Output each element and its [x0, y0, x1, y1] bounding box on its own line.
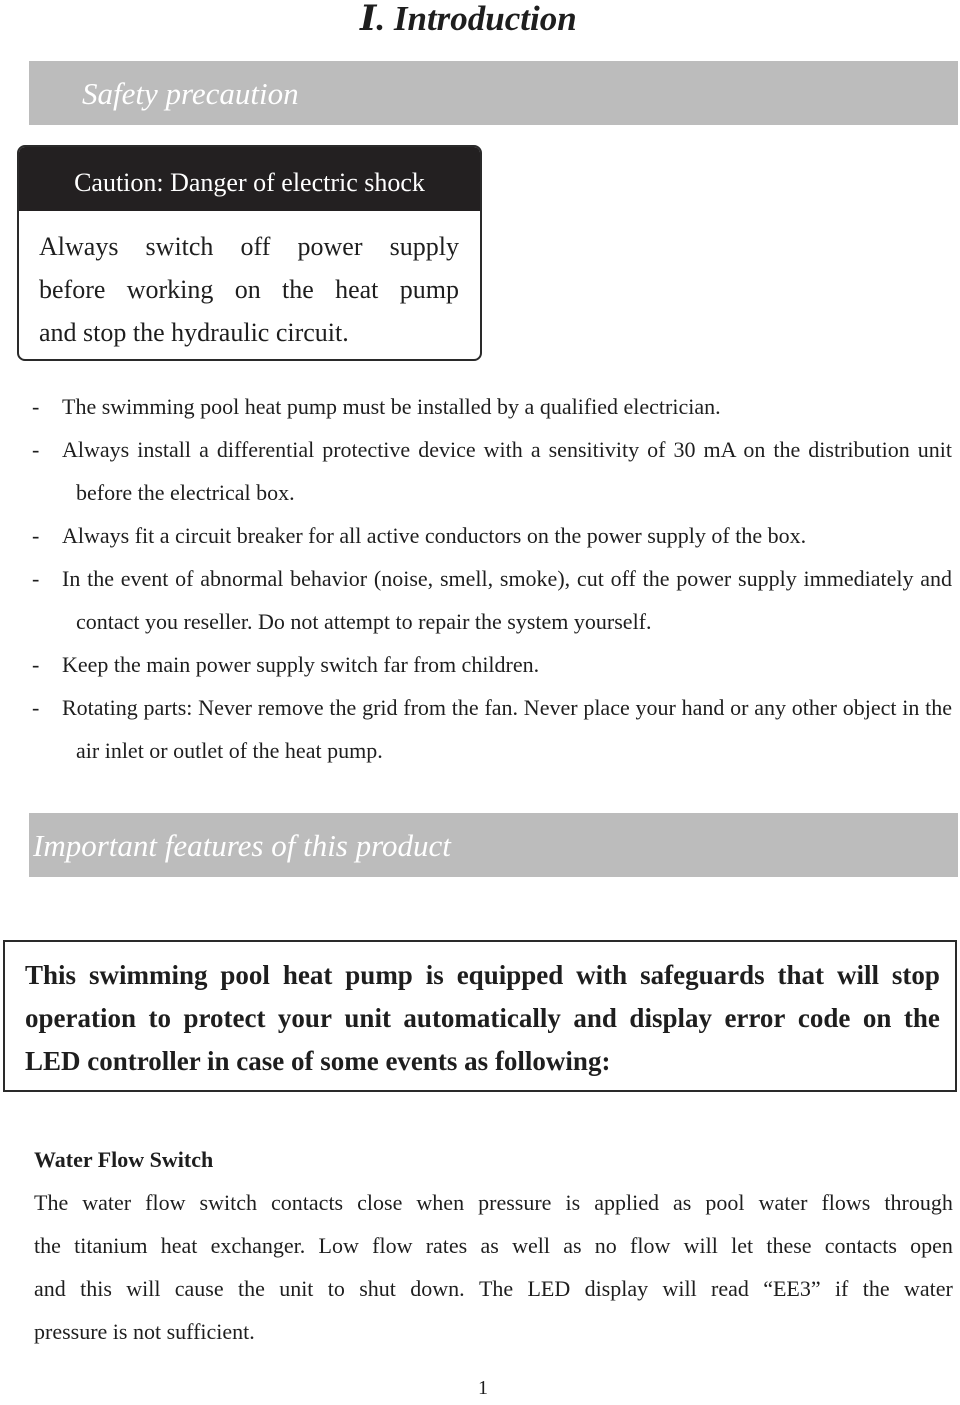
notice-word: code	[797, 1003, 851, 1033]
bullet-dash: -	[32, 394, 40, 419]
paragraph-word: pool	[705, 1190, 745, 1215]
bullet-text: In the event of abnormal behavior (noise, smell, smoke), cut off the power supply immediately and contact you reseller. Do not attempt to repair the system yourself.	[62, 566, 952, 634]
paragraph-word: flows	[821, 1190, 871, 1215]
paragraph-word: exchanger.	[210, 1233, 306, 1258]
notice-word: safeguards	[640, 960, 765, 990]
caution-word: Always	[39, 232, 119, 261]
bullet-dash: -	[32, 695, 40, 720]
notice-word: with	[576, 960, 628, 990]
notice-word: stop	[891, 960, 940, 990]
caution-word: pump	[399, 275, 459, 304]
paragraph-word: well	[512, 1233, 550, 1258]
page-number: 1	[478, 1377, 488, 1399]
caution-line	[39, 268, 459, 311]
notice-word: that	[777, 960, 825, 990]
paragraph-word: no	[594, 1233, 617, 1258]
caution-word: off	[240, 232, 271, 261]
notice-word: protect	[183, 1003, 266, 1033]
paragraph-line	[34, 1181, 953, 1224]
chapter-title-text: . Introduction	[376, 0, 577, 38]
paragraph-word: will	[126, 1276, 161, 1301]
notice-word: operation	[25, 1003, 136, 1033]
safety-bullet-item	[32, 385, 952, 428]
paragraph-word: open	[910, 1233, 953, 1258]
notice-word: pool	[220, 960, 270, 990]
safety-bullet-item	[32, 557, 952, 643]
paragraph-word: applied	[594, 1190, 659, 1215]
bullet-text: Rotating parts: Never remove the grid from the fan. Never place your hand or any other object in the air inlet or outlet of the heat pump.	[62, 695, 952, 763]
paragraph-word: these	[766, 1233, 812, 1258]
caution-body	[39, 225, 459, 354]
bullet-text: Always install a differential protective device with a sensitivity of 30 mA on the distribution unit before the electrical box.	[62, 437, 952, 505]
caution-line: and stop the hydraulic circuit.	[39, 318, 349, 347]
notice-line	[25, 997, 940, 1040]
notice-word: error	[724, 1003, 786, 1033]
features-notice-text	[25, 954, 940, 1083]
paragraph-word: if	[834, 1276, 849, 1301]
bullet-dash: -	[32, 437, 40, 462]
caution-word: on	[234, 275, 261, 304]
caution-word: switch	[145, 232, 214, 261]
paragraph-word: as	[673, 1190, 692, 1215]
notice-word: display	[629, 1003, 712, 1033]
water-flow-heading: Water Flow Switch	[34, 1147, 214, 1172]
paragraph-word: shut	[359, 1276, 396, 1301]
paragraph-word: flow	[630, 1233, 671, 1258]
notice-word: automatically	[403, 1003, 561, 1033]
notice-word: your	[277, 1003, 332, 1033]
paragraph-line: pressure is not sufficient.	[34, 1319, 255, 1344]
paragraph-word: contacts	[271, 1190, 344, 1215]
paragraph-word: flow	[145, 1190, 186, 1215]
paragraph-word: to	[327, 1276, 345, 1301]
features-section-heading: Important features of this product	[29, 813, 958, 877]
caution-word: heat	[335, 275, 379, 304]
paragraph-word: LED	[527, 1276, 571, 1301]
chapter-title	[360, 0, 760, 42]
paragraph-word: when	[416, 1190, 465, 1215]
paragraph-word: close	[357, 1190, 403, 1215]
paragraph-word: through	[884, 1190, 953, 1215]
paragraph-word: the	[862, 1276, 890, 1301]
paragraph-word: water	[758, 1190, 808, 1215]
notice-line: LED controller in case of some events as following:	[25, 1046, 611, 1076]
notice-word: pump	[345, 960, 413, 990]
paragraph-word: heat	[160, 1233, 198, 1258]
notice-word: equipped	[456, 960, 564, 990]
notice-word: to	[148, 1003, 171, 1033]
notice-word: swimming	[88, 960, 208, 990]
notice-word: is	[425, 960, 444, 990]
paragraph-word: this	[80, 1276, 112, 1301]
safety-bullet-list	[0, 385, 960, 772]
paragraph-word: water	[903, 1276, 953, 1301]
paragraph-word: display	[584, 1276, 649, 1301]
bullet-dash: -	[32, 566, 40, 591]
caution-word: power	[297, 232, 363, 261]
paragraph-word: The	[34, 1190, 69, 1215]
paragraph-word: is	[565, 1190, 581, 1215]
water-flow-paragraph	[34, 1181, 953, 1353]
paragraph-word: The	[478, 1276, 514, 1301]
caution-box	[17, 145, 482, 361]
caution-line	[39, 225, 459, 268]
paragraph-word: will	[683, 1233, 718, 1258]
notice-line	[25, 954, 940, 997]
paragraph-word: as	[563, 1233, 582, 1258]
paragraph-word: unit	[279, 1276, 314, 1301]
safety-bullet-item	[32, 514, 952, 557]
paragraph-word: contacts	[824, 1233, 897, 1258]
paragraph-word: let	[731, 1233, 754, 1258]
paragraph-word: flow	[372, 1233, 413, 1258]
paragraph-line	[34, 1224, 953, 1267]
caution-word: the	[282, 275, 314, 304]
paragraph-word: read	[711, 1276, 749, 1301]
notice-word: heat	[282, 960, 333, 990]
notice-word: on	[862, 1003, 892, 1033]
notice-word: the	[903, 1003, 940, 1033]
bullet-dash: -	[32, 652, 40, 677]
bullet-text: The swimming pool heat pump must be installed by a qualified electrician.	[62, 394, 721, 419]
notice-word: will	[836, 960, 879, 990]
notice-word: and	[573, 1003, 617, 1033]
paragraph-word: the	[34, 1233, 61, 1258]
caution-word: working	[126, 275, 214, 304]
features-notice-box	[3, 940, 957, 1092]
paragraph-word: down.	[410, 1276, 465, 1301]
paragraph-word: as	[480, 1233, 499, 1258]
paragraph-word: will	[662, 1276, 697, 1301]
bullet-text: Always fit a circuit breaker for all active conductors on the power supply of the box.	[62, 523, 807, 548]
notice-word: unit	[344, 1003, 391, 1033]
safety-section-heading: Safety precaution	[29, 61, 958, 125]
paragraph-word: water	[82, 1190, 132, 1215]
paragraph-word: “EE3”	[763, 1276, 821, 1301]
chapter-numeral: Ⅰ	[360, 0, 377, 38]
paragraph-word: pressure	[478, 1190, 552, 1215]
bullet-text: Keep the main power supply switch far from children.	[62, 652, 540, 677]
caution-word: before	[39, 275, 106, 304]
paragraph-word: rates	[425, 1233, 468, 1258]
caution-word: supply	[389, 232, 459, 261]
paragraph-word: cause	[174, 1276, 224, 1301]
notice-word: This	[25, 960, 77, 990]
safety-bullet-item	[32, 686, 952, 772]
paragraph-word: titanium	[74, 1233, 148, 1258]
paragraph-line	[34, 1267, 953, 1310]
paragraph-word: and	[34, 1276, 66, 1301]
safety-bullet-item	[32, 428, 952, 514]
caution-header: Caution: Danger of electric shock	[19, 147, 480, 211]
bullet-dash: -	[32, 523, 40, 548]
safety-bullet-item	[32, 643, 952, 686]
paragraph-word: switch	[199, 1190, 257, 1215]
paragraph-word: the	[237, 1276, 265, 1301]
paragraph-word: Low	[318, 1233, 359, 1258]
